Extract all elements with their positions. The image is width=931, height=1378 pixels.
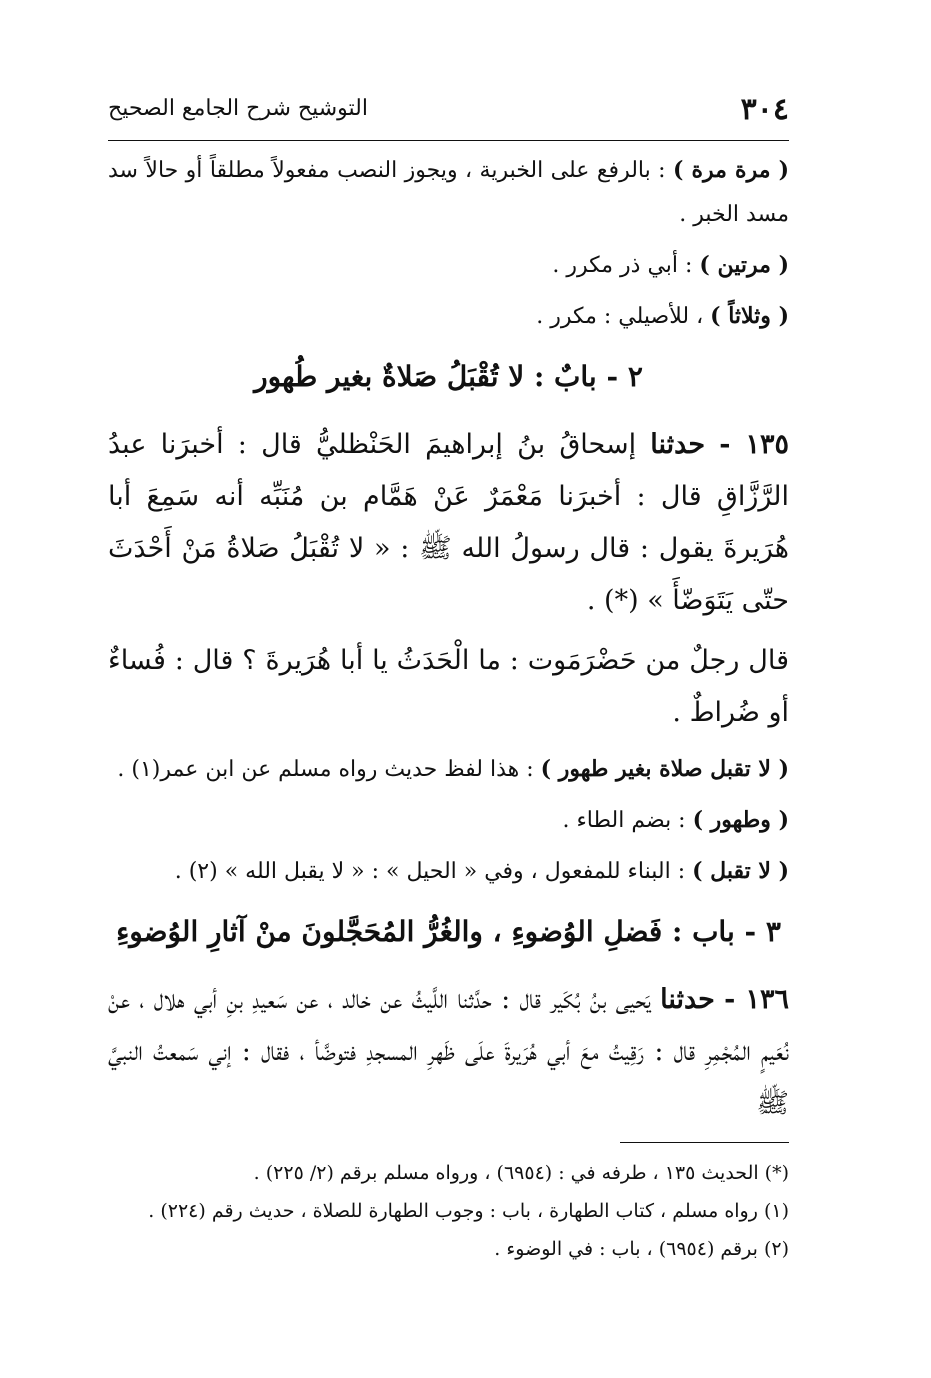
note-term: ( وثلاثاً ) <box>710 303 789 329</box>
note-text: : بالرفع على الخبرية ، ويجوز النصب مفعولاً مطلقاً أو حالاً سد مسد الخبر . <box>108 158 789 227</box>
footnote: (١) رواه مسلم ، كتاب الطهارة ، باب : وجوب الطهارة للصلاة ، حديث رقم (٢٢٤) . <box>148 1200 789 1222</box>
hadith-paragraph <box>108 974 789 1130</box>
hadith-text: إسحاقُ بنُ إبراهيمَ الحَنْظليُّ قال : أخبرَنا عبدُ الرَّزَّاقِ قال : أخبرَنا مَعْمَرٌ عَنْ هَمَّام بن مُنَبِّه أنه سَمِعَ أبا هُرَيرةَ يقول : قال رسولُ الله ﷺ : « لا تُقْبَلُ صَلاةُ مَنْ أَحْدَثَ حتّى يَتَوَضّأَ » (*) . <box>108 429 789 616</box>
note-paragraph <box>108 747 789 792</box>
note-term: ( وطهور ) <box>692 807 789 833</box>
note-term: ( مرة مرة ) <box>673 157 789 183</box>
note-paragraph <box>108 294 789 339</box>
note-term: ( لا تقبل صلاة بغير طهور ) <box>540 756 789 782</box>
chapter-heading: ٣ - باب : فَضلِ الوُضوءِ ، والغُرُّ المُحَجَّلونَ منْ آثارِ الوُضوءِ <box>116 915 781 948</box>
chapter-heading: ٢ - بابٌ : لا تُقْبَلُ صَلاةٌ بغير طُهور <box>254 360 643 393</box>
hadith-paragraph <box>108 419 789 627</box>
running-title: التوشيح شرح الجامع الصحيح <box>108 96 368 121</box>
note-paragraph <box>108 148 789 237</box>
note-term: ( لا تقبل ) <box>692 858 789 884</box>
footnote-rule <box>620 1142 789 1143</box>
note-text: : هذا لفظ حديث رواه مسلم عن ابن عمر(١) . <box>117 757 541 782</box>
page-body <box>108 148 789 1138</box>
hadith-lead: حدثنا <box>650 429 706 460</box>
note-term: ( مرتين ) <box>699 252 789 278</box>
note-paragraph <box>108 798 789 843</box>
hadith-number: ١٣٥ - <box>719 429 789 460</box>
hadith-lead: حدثنا <box>660 984 715 1015</box>
page-number: ٣٠٤ <box>740 92 789 127</box>
page-header <box>108 92 789 132</box>
hadith-text: يَحيى بنُ بُكَير قال : حدَّثنا اللَّيثُ عن خالد ، عن سَعيدِ بنِ أبي هلال ، عنْ نُعَيمٍ المُجْمِرِ قال : رَقِيتُ معَ أبي هُرَيرةَ علَى ظَهرِ المسجدِ فتوضَّأ ، فقال : إني سَمعتُ النبيَّ ﷺ <box>108 984 789 1119</box>
note-paragraph <box>108 849 789 894</box>
note-text: : أبي ذر مكرر . <box>552 253 700 278</box>
footnote: (*) الحديث ١٣٥ ، طرفه في : (٦٩٥٤) ، ورواه مسلم برقم (٢/ ٢٢٥) . <box>253 1162 789 1184</box>
hadith-number: ١٣٦ - <box>724 984 789 1015</box>
hadith-followup: قال رجلٌ من حَضْرَمَوت : ما الْحَدَثُ يا أبا هُرَيرةَ ؟ قال : فُساءٌ أو ضُراطٌ . <box>108 645 789 728</box>
note-text: ، للأصيلي : مكرر . <box>536 304 711 329</box>
note-paragraph <box>108 243 789 288</box>
header-rule <box>108 140 789 141</box>
note-text: : بضم الطاء . <box>562 808 693 833</box>
footnote: (٢) برقم (٦٩٥٤) ، باب : في الوضوء . <box>494 1238 789 1260</box>
footnotes <box>108 1156 789 1270</box>
note-text: : البناء للمفعول ، وفي « الحيل » : « لا يقبل الله » (٢) . <box>174 859 693 884</box>
